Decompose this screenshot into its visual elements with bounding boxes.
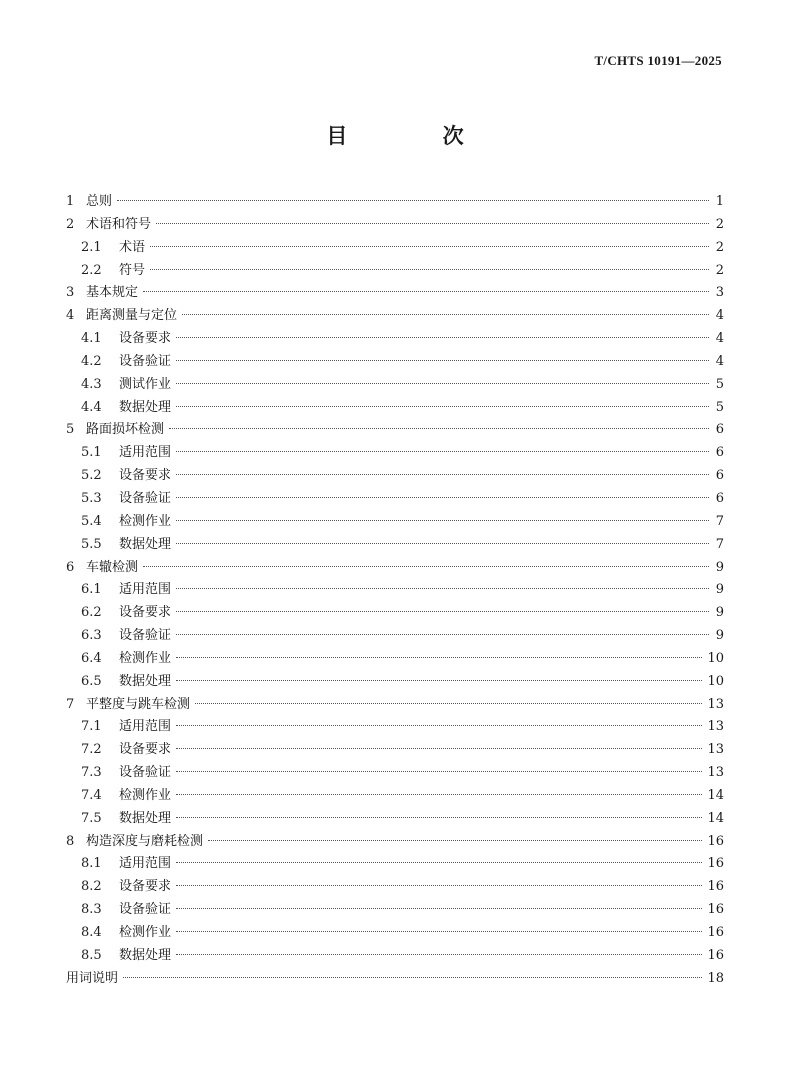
toc-entry-page: 16 xyxy=(707,925,724,940)
toc-dot-leader xyxy=(176,725,702,726)
toc-dot-leader xyxy=(176,337,709,338)
toc-entry-page: 7 xyxy=(715,513,724,529)
toc-entry-label: 构造深度与磨耗检测 xyxy=(86,833,204,849)
toc-entry-number: 1 xyxy=(66,194,75,209)
toc-dot-leader xyxy=(176,771,702,772)
toc-entry[interactable] xyxy=(66,716,724,739)
toc-entry-page: 16 xyxy=(707,902,724,918)
toc-dot-leader xyxy=(176,611,709,612)
toc-entry-label: 适用范围 xyxy=(119,856,172,872)
toc-entry-page: 2 xyxy=(715,216,724,232)
toc-entry-number: 4.4 xyxy=(81,399,102,415)
toc-entry-number: 6.3 xyxy=(81,628,102,644)
toc-entry-page: 9 xyxy=(715,582,724,598)
toc-entry[interactable] xyxy=(66,579,724,602)
toc-entry[interactable] xyxy=(66,945,724,968)
toc-entry[interactable] xyxy=(66,351,724,374)
toc-entry-number: 5.1 xyxy=(81,445,102,461)
toc-entry-page: 9 xyxy=(715,628,724,644)
toc-entry-page: 5 xyxy=(715,399,724,415)
toc-entry[interactable] xyxy=(66,419,724,442)
toc-dot-leader xyxy=(176,680,702,681)
toc-entry-number: 5.3 xyxy=(81,490,102,506)
toc-entry-label: 设备要求 xyxy=(119,468,172,484)
toc-entry-label: 设备要求 xyxy=(119,331,172,347)
toc-entry[interactable] xyxy=(66,602,724,625)
toc-entry-label: 检测作业 xyxy=(119,787,172,803)
toc-entry-page: 4 xyxy=(715,353,724,369)
toc-dot-leader xyxy=(176,862,702,863)
toc-entry[interactable] xyxy=(66,465,724,488)
toc-entry[interactable] xyxy=(66,625,724,648)
toc-entry-page: 2 xyxy=(715,239,724,255)
toc-entry-page: 4 xyxy=(715,308,724,324)
toc-dot-leader xyxy=(176,748,702,749)
toc-dot-leader xyxy=(150,269,709,270)
toc-entry-page: 14 xyxy=(707,810,724,826)
toc-entry-label: 设备验证 xyxy=(119,490,172,506)
toc-entry-number: 8.3 xyxy=(81,902,102,918)
toc-entry-number: 5.2 xyxy=(81,468,102,484)
toc-entry[interactable] xyxy=(66,853,724,876)
toc-entry-number: 7.3 xyxy=(81,765,102,781)
toc-entry-label: 基本规定 xyxy=(86,285,139,301)
toc-entry-number: 7.2 xyxy=(81,742,102,758)
toc-dot-leader xyxy=(176,817,702,818)
toc-entry-label: 设备验证 xyxy=(119,902,172,918)
toc-entry-number: 2.2 xyxy=(81,262,102,278)
toc-entry-number: 5.4 xyxy=(81,513,102,529)
toc-entry-label: 测试作业 xyxy=(119,376,172,392)
toc-entry-page: 6 xyxy=(715,445,724,461)
toc-entry[interactable] xyxy=(66,899,724,922)
toc-entry-label: 数据处理 xyxy=(119,673,172,689)
toc-entry[interactable] xyxy=(66,328,724,351)
toc-dot-leader xyxy=(176,406,709,407)
toc-entry[interactable] xyxy=(66,922,724,945)
toc-dot-leader xyxy=(182,314,709,315)
toc-entry[interactable] xyxy=(66,397,724,420)
toc-entry[interactable] xyxy=(66,648,724,671)
toc-entry-number: 4 xyxy=(66,308,75,324)
toc-dot-leader xyxy=(150,246,709,247)
table-of-contents xyxy=(66,191,724,991)
toc-dot-leader xyxy=(208,840,702,841)
toc-entry-page: 13 xyxy=(707,742,724,758)
toc-dot-leader xyxy=(176,954,702,955)
toc-entry-number: 7.1 xyxy=(81,719,102,735)
toc-entry-label: 用词说明 xyxy=(66,970,119,986)
toc-entry[interactable] xyxy=(66,831,724,854)
toc-entry[interactable] xyxy=(66,739,724,762)
toc-dot-leader xyxy=(176,520,709,521)
toc-dot-leader xyxy=(176,657,702,658)
toc-entry-number: 2.1 xyxy=(81,239,102,255)
toc-entry-number: 8 xyxy=(66,833,75,849)
toc-entry-page: 6 xyxy=(715,490,724,506)
toc-dot-leader xyxy=(176,634,709,635)
toc-entry-number: 8.5 xyxy=(81,947,102,963)
toc-entry-label: 数据处理 xyxy=(119,399,172,415)
toc-entry-label: 设备验证 xyxy=(119,765,172,781)
toc-entry-page: 16 xyxy=(707,879,724,895)
toc-entry[interactable] xyxy=(66,442,724,465)
toc-dot-leader xyxy=(176,451,709,452)
toc-entry-page: 10 xyxy=(707,673,724,689)
toc-entry-label: 检测作业 xyxy=(119,925,172,940)
toc-entry-page: 2 xyxy=(715,262,724,278)
toc-entry[interactable] xyxy=(66,968,724,991)
toc-entry[interactable] xyxy=(66,694,724,717)
toc-entry-number: 2 xyxy=(66,216,75,232)
toc-entry-page: 9 xyxy=(715,605,724,621)
toc-entry-label: 设备验证 xyxy=(119,353,172,369)
toc-entry[interactable] xyxy=(66,214,724,237)
toc-entry-label: 适用范围 xyxy=(119,582,172,598)
toc-entry-number: 8.4 xyxy=(81,925,102,940)
page-title: 目 次 xyxy=(326,124,508,148)
toc-dot-leader xyxy=(176,543,709,544)
toc-entry-number: 4.2 xyxy=(81,353,102,369)
toc-entry-page: 5 xyxy=(715,376,724,392)
toc-entry-page: 16 xyxy=(707,833,724,849)
toc-entry-label: 数据处理 xyxy=(119,536,172,552)
toc-entry-label: 设备验证 xyxy=(119,628,172,644)
toc-entry-page: 4 xyxy=(715,331,724,347)
toc-entry-label: 适用范围 xyxy=(119,445,172,461)
toc-entry-label: 数据处理 xyxy=(119,947,172,963)
toc-entry[interactable] xyxy=(66,305,724,328)
toc-entry-page: 6 xyxy=(715,468,724,484)
toc-entry-label: 平整度与跳车检测 xyxy=(86,696,191,712)
toc-entry[interactable] xyxy=(66,511,724,534)
toc-entry-number: 8.1 xyxy=(81,856,102,872)
toc-entry[interactable] xyxy=(66,374,724,397)
toc-entry-number: 5 xyxy=(66,422,75,438)
toc-entry-page: 9 xyxy=(715,559,724,575)
toc-entry-page: 16 xyxy=(707,947,724,963)
toc-entry-page: 16 xyxy=(707,856,724,872)
toc-dot-leader xyxy=(195,703,702,704)
toc-entry-page: 6 xyxy=(715,422,724,438)
toc-dot-leader xyxy=(156,223,709,224)
toc-entry[interactable] xyxy=(66,237,724,260)
toc-entry[interactable] xyxy=(66,534,724,557)
toc-entry-label: 适用范围 xyxy=(119,719,172,735)
toc-dot-leader xyxy=(176,383,709,384)
toc-dot-leader xyxy=(176,588,709,589)
toc-entry-label: 设备要求 xyxy=(119,879,172,895)
toc-entry-page: 18 xyxy=(707,970,724,986)
toc-entry-label: 术语 xyxy=(119,239,146,255)
toc-entry-number: 7.4 xyxy=(81,787,102,803)
toc-entry-number: 5.5 xyxy=(81,536,102,552)
toc-entry-label: 检测作业 xyxy=(119,650,172,666)
toc-entry-number: 6.2 xyxy=(81,605,102,621)
toc-dot-leader xyxy=(117,200,709,201)
toc-entry[interactable] xyxy=(66,488,724,511)
toc-entry-page: 13 xyxy=(707,765,724,781)
toc-entry-number: 8.2 xyxy=(81,879,102,895)
toc-dot-leader xyxy=(123,977,702,978)
toc-entry-label: 符号 xyxy=(119,262,146,278)
toc-entry[interactable] xyxy=(66,808,724,831)
toc-entry-page: 13 xyxy=(707,719,724,735)
toc-entry-label: 设备要求 xyxy=(119,605,172,621)
toc-entry-page: 7 xyxy=(715,536,724,552)
toc-entry-number: 6 xyxy=(66,559,75,575)
toc-entry[interactable] xyxy=(66,282,724,305)
toc-entry-page: 1 xyxy=(715,194,724,209)
toc-dot-leader xyxy=(176,931,702,932)
toc-entry-label: 总则 xyxy=(86,194,113,209)
toc-entry-number: 3 xyxy=(66,285,75,301)
toc-entry-page: 3 xyxy=(715,285,724,301)
toc-dot-leader xyxy=(176,885,702,886)
toc-dot-leader xyxy=(176,474,709,475)
toc-entry[interactable] xyxy=(66,762,724,785)
toc-entry[interactable] xyxy=(66,876,724,899)
toc-entry-label: 检测作业 xyxy=(119,513,172,529)
toc-dot-leader xyxy=(143,291,709,292)
toc-entry[interactable] xyxy=(66,557,724,580)
toc-dot-leader xyxy=(176,360,709,361)
toc-entry-label: 术语和符号 xyxy=(86,216,152,232)
toc-entry-label: 车辙检测 xyxy=(86,559,139,575)
toc-entry[interactable] xyxy=(66,785,724,808)
toc-entry[interactable] xyxy=(66,260,724,283)
toc-entry-number: 4.3 xyxy=(81,376,102,392)
toc-dot-leader xyxy=(176,497,709,498)
toc-entry-label: 路面损坏检测 xyxy=(86,422,165,438)
toc-entry-page: 13 xyxy=(707,696,724,712)
toc-entry-number: 6.4 xyxy=(81,650,102,666)
toc-entry-label: 设备要求 xyxy=(119,742,172,758)
toc-dot-leader xyxy=(176,794,702,795)
toc-entry[interactable] xyxy=(66,671,724,694)
toc-entry-number: 7 xyxy=(66,696,75,712)
toc-entry-label: 距离测量与定位 xyxy=(86,308,178,324)
toc-entry[interactable] xyxy=(66,191,724,214)
toc-entry-number: 7.5 xyxy=(81,810,102,826)
toc-entry-page: 10 xyxy=(707,650,724,666)
toc-entry-number: 6.5 xyxy=(81,673,102,689)
toc-entry-number: 6.1 xyxy=(81,582,102,598)
toc-dot-leader xyxy=(169,428,709,429)
toc-dot-leader xyxy=(176,908,702,909)
document-id: T/CHTS 10191—2025 xyxy=(594,53,722,68)
toc-dot-leader xyxy=(143,566,709,567)
toc-entry-label: 数据处理 xyxy=(119,810,172,826)
toc-entry-number: 4.1 xyxy=(81,331,102,347)
toc-entry-page: 14 xyxy=(707,787,724,803)
